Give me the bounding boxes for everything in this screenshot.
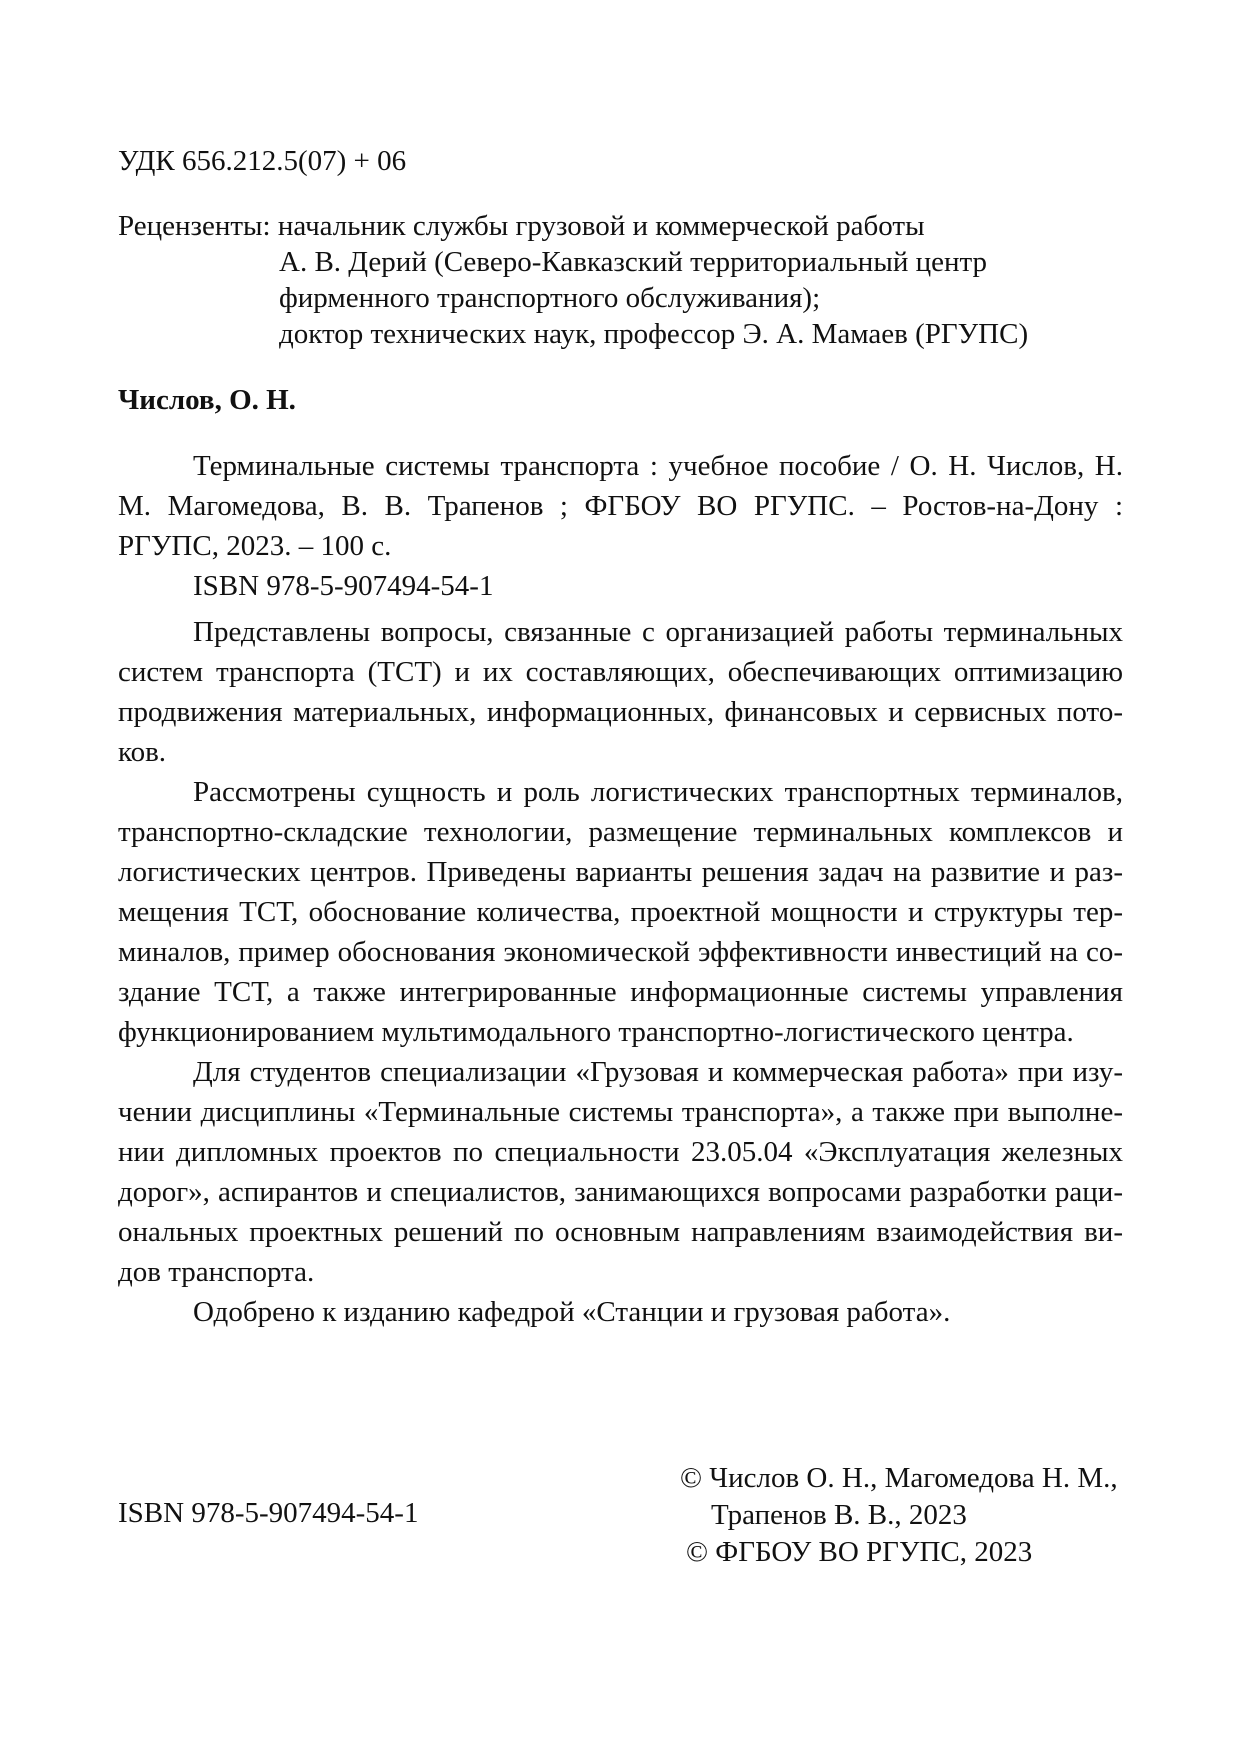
annotation-paragraph-1: Представлены вопросы, связанные с организацией работы терминальных систем транспорта (ТСТ) и их составляющих, обеспечивающих оптимизацию продвижения материальных, информационных, финансовых и сервисных потоков.: [118, 616, 1123, 768]
bibliographic-isbn: ISBN 978-5-907494-54-1: [193, 570, 494, 602]
reviewers-block: [118, 208, 1118, 352]
copyright-block: [680, 1460, 1130, 1571]
reviewers-line-3: фирменного транспортного обслуживания);: [279, 282, 821, 314]
reviewers-line-4: доктор технических наук, профессор Э. А. Мамаев (РГУПС): [279, 318, 1029, 350]
copyright-line-2: Трапенов В. В., 2023: [711, 1499, 967, 1531]
footer-isbn: ISBN 978-5-907494-54-1: [118, 1497, 419, 1529]
copyright-line-3: © ФГБОУ ВО РГУПС, 2023: [686, 1536, 1033, 1568]
bibliographic-description: [118, 446, 1123, 606]
reviewers-line-2: А. В. Дерий (Северо-Кавказский территориальный центр: [279, 246, 988, 278]
annotation-paragraph-2: Рассмотрены сущность и роль логистических транспортных терминалов, транспортно-складские технологии, размещение терминальных комплексов и логистических центров. Приведены варианты решения задач на развитие и размещения ТСТ, обоснование количества, проектной мощности и структуры терминалов, пример обоснования экономической эффективности инвестиций на создание ТСТ, а также интегрированные информационные системы управления функционированием мультимодального транспортно-логистического центра.: [118, 776, 1123, 1048]
annotation-block: [118, 612, 1123, 1332]
udk-code: УДК 656.212.5(07) + 06: [118, 145, 407, 177]
reviewers-line-1: Рецензенты: начальник службы грузовой и коммерческой работы: [118, 210, 925, 242]
author-heading: Числов, О. Н.: [118, 384, 296, 416]
copyright-line-1: © Числов О. Н., Магомедова Н. М.,: [680, 1462, 1118, 1494]
bibliographic-text: Терминальные системы транспорта : учебное пособие / О. Н. Числов, Н. М. Магомедова, В. В. Трапенов ; ФГБОУ ВО РГУПС. – Ростов-на-Дону : РГУПС, 2023. – 100 с.: [118, 450, 1123, 562]
annotation-paragraph-3: Для студентов специализации «Грузовая и коммерческая работа» при изучении дисциплины «Терминальные системы транспорта», а также при выполнении дипломных проектов по специальности 23.05.04 «Эксплуатация железных дорог», аспирантов и специалистов, занимающихся вопросами разработки рациональных проектных решений по основным направлениям взаимодействия видов транспорта.: [118, 1056, 1123, 1288]
annotation-paragraph-4: Одобрено к изданию кафедрой «Станции и грузовая работа».: [193, 1296, 951, 1328]
